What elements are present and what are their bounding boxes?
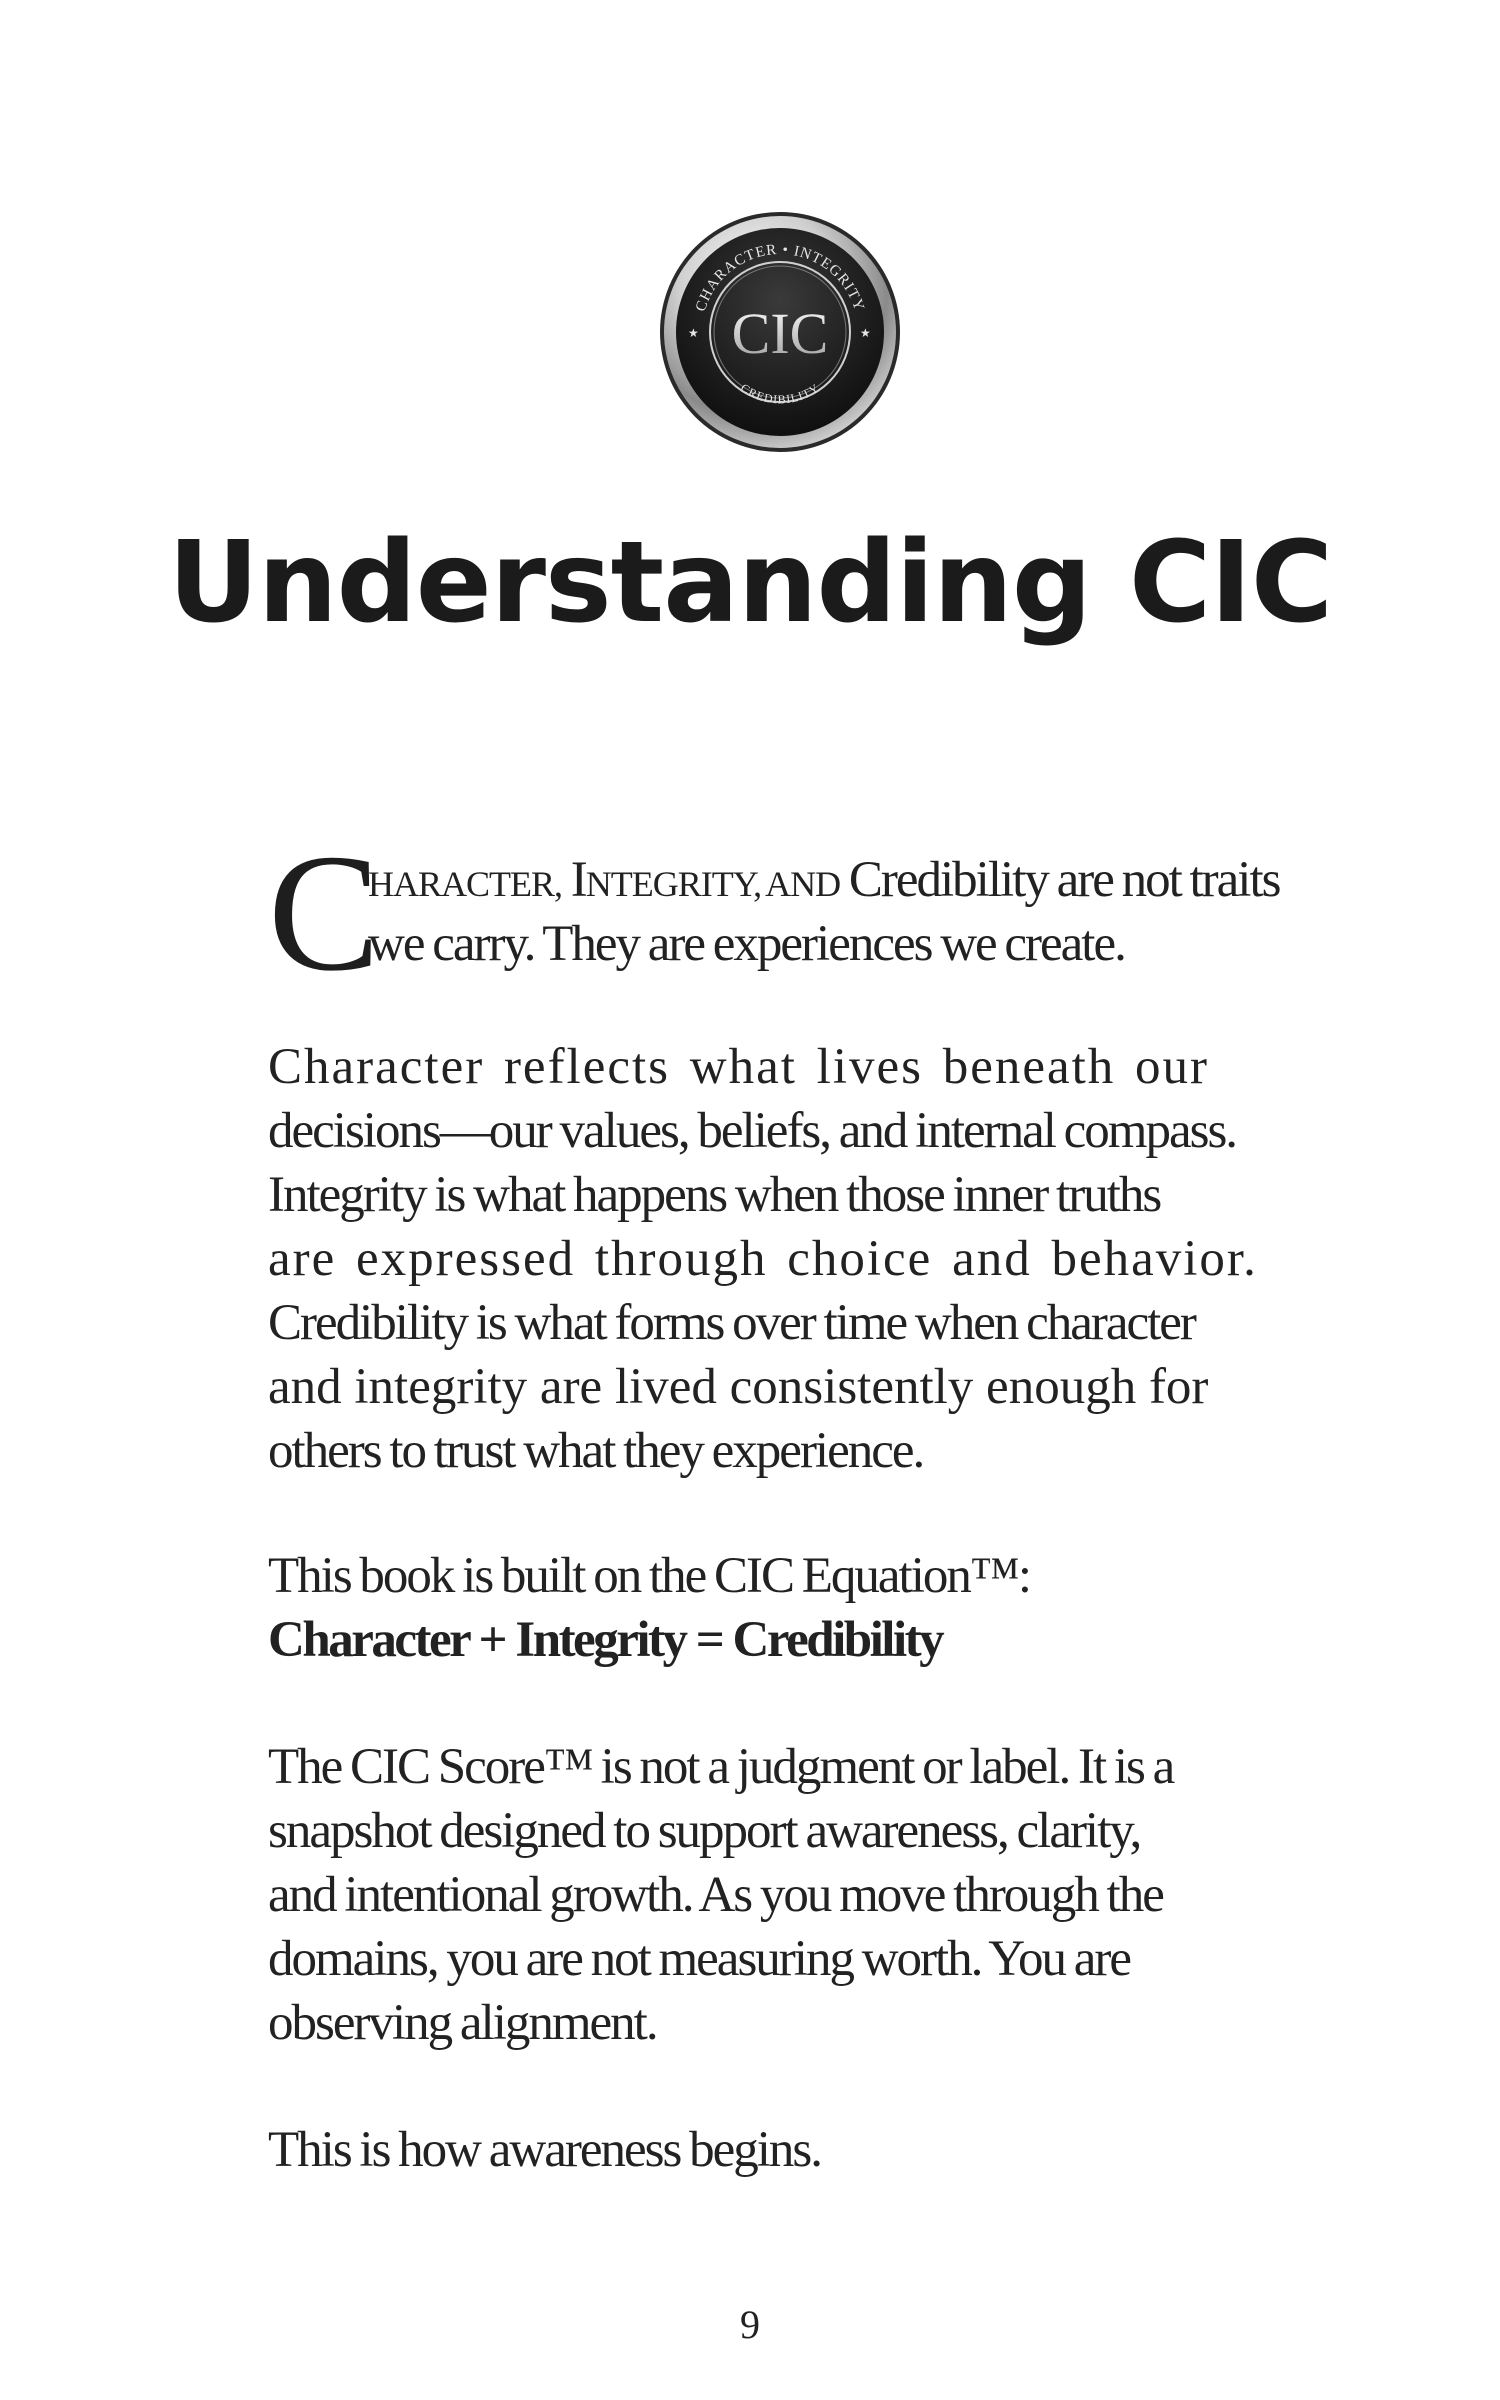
paragraph-2-line: are expressed through choice and behavior. (268, 1231, 1258, 1287)
closing-line: This is how awareness begins. (268, 2122, 821, 2178)
intro-paragraph (268, 820, 1303, 1006)
intro-line-1 (368, 848, 1308, 912)
paragraph-4-line: observing alignment. (268, 1995, 657, 2051)
intro-smallcaps-1a: HARACTER, (368, 864, 563, 904)
seal-bottom-text: CREDIBILITY (738, 380, 822, 407)
seal-top-text: CHARACTER • INTEGRITY (692, 241, 868, 314)
paragraph-4-line: domains, you are not measuring worth. You are (268, 1931, 1131, 1987)
seal-center-text: CIC (731, 301, 829, 366)
paragraph-2-line: Credibility is what forms over time when character (268, 1295, 1195, 1351)
svg-text:★: ★ (688, 326, 699, 340)
paragraph-4 (268, 1735, 1303, 2055)
paragraph-2 (268, 1035, 1303, 1483)
intro-smallcaps-1c: NTEGRITY, AND (585, 864, 841, 904)
equation-intro: This book is built on the CIC Equation™: (268, 1548, 1031, 1604)
paragraph-2-line: and integrity are lived consistently enough for (268, 1359, 1209, 1415)
paragraph-4-line: and intentional growth. As you move through the (268, 1867, 1163, 1923)
intro-smallcaps-1b: I (570, 852, 586, 908)
paragraph-2-line: others to trust what they experience. (268, 1423, 924, 1479)
drop-cap: C (268, 820, 381, 1006)
paragraph-5 (268, 2118, 1303, 2182)
cic-seal-logo (658, 210, 902, 454)
page-title: Understanding CIC (167, 518, 1333, 648)
paragraph-2-line: decisions—our values, beliefs, and internal compass. (268, 1103, 1237, 1159)
intro-line-2: we carry. They are experiences we create. (368, 916, 1125, 972)
svg-text:★: ★ (860, 326, 871, 340)
intro-line-1-rest: Credibility are not traits (848, 852, 1280, 908)
paragraph-2-line: Character reflects what lives beneath our (268, 1039, 1210, 1095)
paragraph-2-line: Integrity is what happens when those inner truths (268, 1167, 1161, 1223)
cic-equation: Character + Integrity = Credibility (268, 1612, 943, 1668)
paragraph-4-line: The CIC Score™ is not a judgment or label. It is a (268, 1739, 1174, 1795)
page-number: 9 (740, 2302, 760, 2347)
paragraph-3 (268, 1544, 1303, 1672)
paragraph-4-line: snapshot designed to support awareness, clarity, (268, 1803, 1141, 1859)
